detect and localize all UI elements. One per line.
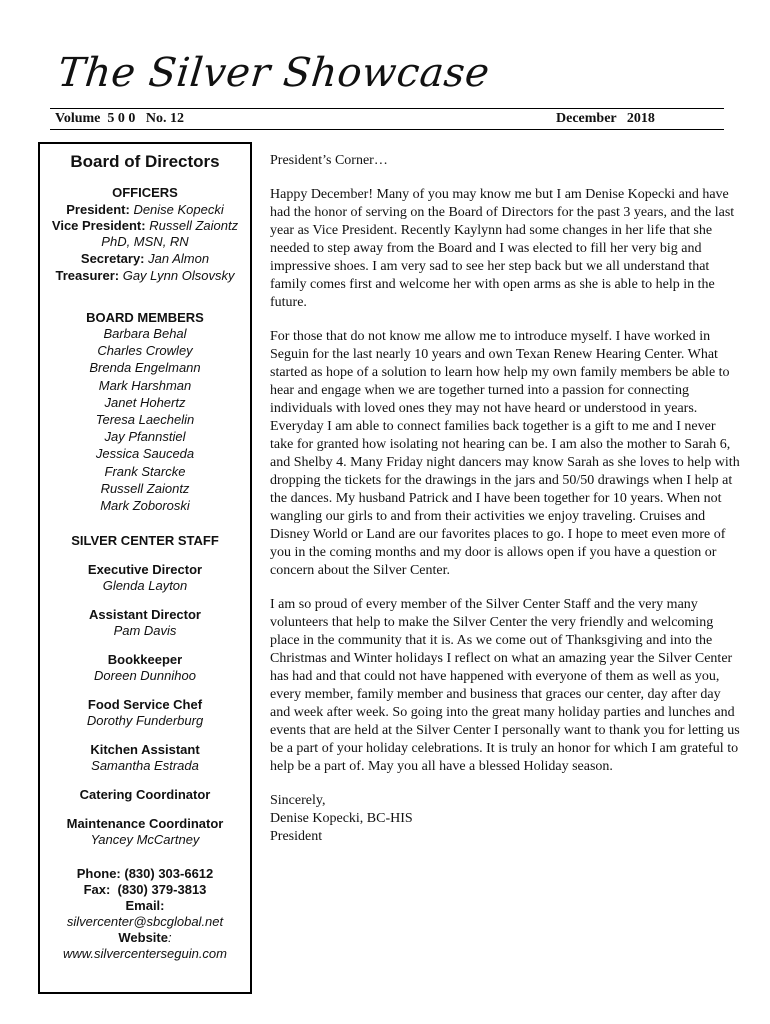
contact-email-label: Email:: [125, 898, 165, 914]
contact-email: silvercenter@sbcglobal.net: [66, 914, 224, 930]
officer-role: Vice President:: [51, 218, 146, 233]
staff-executive-director: [40, 562, 250, 594]
officer-vice-president: [40, 218, 250, 250]
newsletter-title: The Silver Showcase: [55, 50, 492, 96]
staff-catering-coordinator: [40, 787, 250, 803]
officer-name: Denise Kopecki: [133, 202, 224, 217]
staff-name: Pam Davis: [113, 623, 177, 639]
contact-phone: Phone: (830) 303-6612: [76, 866, 214, 882]
signature-title: President: [270, 829, 323, 844]
issue-date: December 2018: [556, 111, 655, 126]
staff-title: Bookkeeper: [107, 652, 183, 668]
officers-heading: OFFICERS: [112, 185, 178, 200]
article-closing: Sincerely,: [270, 793, 326, 808]
officer-role: Secretary:: [80, 251, 145, 266]
board-member: Charles Crowley: [97, 343, 193, 359]
officer-secretary: [40, 251, 250, 267]
staff-heading: SILVER CENTER STAFF: [71, 533, 219, 549]
board-member: Jessica Sauceda: [95, 446, 195, 462]
sidebar-title: Board of Directors: [70, 152, 220, 171]
staff-food-service-chef: [40, 697, 250, 729]
contact-website-row: [40, 930, 250, 946]
staff-title: Assistant Director: [89, 607, 201, 623]
contact-website: www.silvercenterseguin.com: [62, 946, 227, 962]
masthead-rule-bottom: [50, 129, 724, 130]
article-paragraph: I am so proud of every member of the Silver Center Staff and the very many volunteers that help to make the Silver Center the very friendly and welcoming place in the community that it is. As we come out of Thanksgiving and into the Christmas and Winter holidays I reflect on what an amazing year the Silver Center has had and that could not have happened with everyone of them as well as you, every member, family member and business that graces our center, day after day and week after week. So going into the great many holiday parties and lunches and events that are held at the Silver Center I personally want to thank you for letting us be a part of your holiday celebrations. It is truly an honor for which I am grateful to help be a part of. May you all have a blessed Holiday season.: [270, 597, 740, 774]
volume-number: Volume 5 0 0 No. 12: [55, 111, 184, 126]
board-members-heading: BOARD MEMBERS: [86, 310, 204, 325]
board-member: Barbara Behal: [103, 326, 187, 341]
contact-website-label: Website: [118, 930, 168, 946]
staff-bookkeeper: [40, 652, 250, 684]
signature-name: Denise Kopecki, BC-HIS: [270, 811, 413, 826]
board-members-list: [40, 325, 250, 514]
officer-name: Gay Lynn Olsovsky: [122, 268, 235, 283]
article-paragraph: Happy December! Many of you may know me but I am Denise Kopecki and have had the honor of serving on the Board of Directors for the past 3 years, and the last year as Vice President. Recently Kaylynn had some changes in her life that she needed to step away from the Board and I was elected to fill her very big and impressive shoes. I am very sad to see her step back but we all understand that family comes first and welcome her with open arms as she is able to help in the future.: [270, 187, 735, 310]
issue-line: [50, 110, 724, 130]
board-member: Teresa Laechelin: [95, 412, 195, 428]
board-member: Janet Hohertz: [104, 394, 186, 410]
officer-role: Treasurer:: [55, 268, 120, 283]
staff-title: Catering Coordinator: [79, 787, 211, 803]
staff-title: Executive Director: [87, 562, 203, 578]
staff-name: Yancey McCartney: [90, 832, 200, 848]
staff-assistant-director: [40, 607, 250, 639]
staff-name: Samantha Estrada: [91, 758, 199, 774]
staff-name: Doreen Dunnihoo: [94, 668, 196, 684]
board-member: Brenda Engelmann: [89, 360, 201, 376]
contact-fax: Fax: (830) 379-3813: [83, 882, 207, 898]
board-member: Mark Harshman: [98, 377, 192, 393]
board-member: Mark Zoboroski: [100, 498, 190, 514]
article-heading: President’s Corner…: [270, 153, 388, 168]
masthead-rule-top: [50, 108, 724, 109]
officer-role: President:: [66, 202, 130, 217]
board-member: Jay Pfannstiel: [104, 429, 186, 445]
contact-website-colon: :: [167, 930, 172, 946]
staff-maintenance-coordinator: [40, 816, 250, 848]
staff-name: Dorothy Funderburg: [86, 713, 204, 729]
staff-title: Kitchen Assistant: [90, 742, 200, 758]
officer-treasurer: [40, 268, 250, 284]
presidents-corner-article: [270, 152, 740, 846]
contact-block: [40, 866, 250, 962]
officer-credentials: PhD, MSN, RN: [101, 234, 189, 249]
officer-name: Jan Almon: [148, 251, 210, 266]
board-member: Russell Zaiontz: [100, 480, 190, 496]
officer-name: Russell Zaiontz: [149, 218, 239, 233]
staff-kitchen-assistant: [40, 742, 250, 774]
article-paragraph: For those that do not know me allow me to introduce myself. I have worked in Seguin for the last nearly 10 years and own Texan Renew Hearing Center. What started as hope of a solution to learn how help my own family members be able to hear and engage when we are together turned into a passion for connecting individuals with loved ones they may not have heard or understood in years. Everyday I am able to connect families back together is a gift to me and I never take for granted how isolating not hearing can be. I am also the mother to Sarah 6, and Shelby 4. Many Friday night dancers may know Sarah as she loves to help with dropping the tickets for the drawings in the jars and 50/50 drawings when I help at the dances. My husband Patrick and I have been together for 10 years. When not wangling our girls to and from their activities we enjoy traveling. Cruises and Disney World or Land are our favorites places to go. I hope to meet even more of you in the coming months and my door is allows open if you have a question or concern about the Silver Center.: [270, 329, 740, 578]
staff-title: Food Service Chef: [87, 697, 203, 713]
board-sidebar: [38, 142, 252, 994]
officer-president: [40, 202, 250, 218]
board-member: Frank Starcke: [104, 463, 186, 479]
staff-title: Maintenance Coordinator: [66, 816, 224, 832]
staff-name: Glenda Layton: [102, 578, 188, 594]
